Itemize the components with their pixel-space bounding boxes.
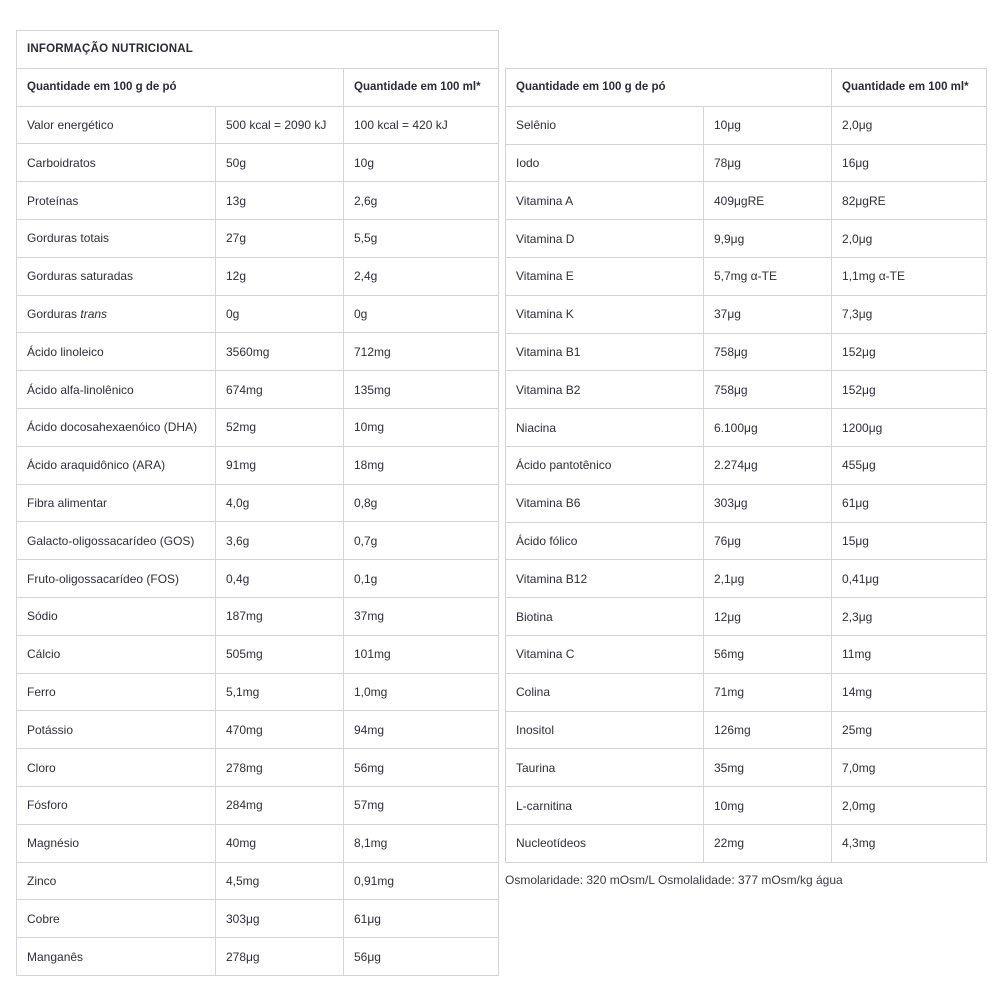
table-row <box>506 333 987 371</box>
table-row <box>17 446 499 484</box>
value-per-100g: 50g <box>216 144 344 182</box>
nutrient-name <box>17 786 216 824</box>
table-row <box>17 635 499 673</box>
nutrient-name <box>17 144 216 182</box>
table-row <box>506 257 987 295</box>
value-per-100g: 126mg <box>704 711 832 749</box>
value-per-100ml: 2,6g <box>344 182 499 220</box>
value-per-100g: 0g <box>216 295 344 333</box>
value-per-100ml: 10g <box>344 144 499 182</box>
nutrient-name-text: Vitamina E <box>516 269 574 284</box>
value-per-100g: 4,0g <box>216 484 344 522</box>
nutrient-name-text: Ferro <box>27 684 56 699</box>
value-per-100ml: 0,1g <box>344 560 499 598</box>
nutrient-name <box>506 371 704 409</box>
nutrient-name-text: Manganês <box>27 949 84 964</box>
nutrient-name <box>506 749 704 787</box>
table-row <box>506 446 987 484</box>
value-per-100g: 0,4g <box>216 560 344 598</box>
nutrient-name-text: Ácido alfa-linolênico <box>27 382 134 397</box>
nutrient-name-text: Galacto-oligossacarídeo (GOS) <box>27 533 195 548</box>
value-per-100ml: 14mg <box>832 673 987 711</box>
value-per-100g: 10mg <box>704 787 832 825</box>
nutrient-name-text: L-carnitina <box>516 798 573 813</box>
value-per-100g: 187mg <box>216 597 344 635</box>
nutrient-name <box>17 484 216 522</box>
nutrient-name-text: Valor energético <box>27 117 114 132</box>
nutrient-name <box>17 333 216 371</box>
value-per-100ml: 712mg <box>344 333 499 371</box>
nutrient-name-text: Carboidratos <box>27 155 96 170</box>
value-per-100ml: 100 kcal = 420 kJ <box>344 106 499 144</box>
table-row <box>17 106 499 144</box>
value-per-100ml: 56μg <box>344 938 499 976</box>
value-per-100g: 9,9μg <box>704 220 832 258</box>
nutrient-name-text: Vitamina B2 <box>516 382 581 397</box>
value-per-100ml: 0,8g <box>344 484 499 522</box>
nutrient-name <box>17 371 216 409</box>
nutrient-name-text: Vitamina D <box>516 231 575 246</box>
header-per-100g: Quantidade em 100 g de pó <box>17 68 344 106</box>
header-row <box>506 69 987 107</box>
table-row <box>17 522 499 560</box>
table-row <box>506 522 987 560</box>
nutrient-name-text: Fósforo <box>27 798 68 813</box>
value-per-100ml: 56mg <box>344 749 499 787</box>
value-per-100g: 2.274μg <box>704 446 832 484</box>
value-per-100g: 303μg <box>704 484 832 522</box>
value-per-100g: 470mg <box>216 711 344 749</box>
value-per-100g: 500 kcal = 2090 kJ <box>216 106 344 144</box>
value-per-100g: 40mg <box>216 824 344 862</box>
nutrient-name <box>506 711 704 749</box>
nutrient-name <box>506 220 704 258</box>
value-per-100ml: 61μg <box>344 900 499 938</box>
value-per-100ml: 16μg <box>832 144 987 182</box>
value-per-100ml: 18mg <box>344 446 499 484</box>
value-per-100ml: 61μg <box>832 484 987 522</box>
nutrient-name <box>17 257 216 295</box>
nutrient-name-text: Selênio <box>516 118 557 133</box>
table-row <box>17 786 499 824</box>
nutrient-name-text: Potássio <box>27 722 74 737</box>
value-per-100ml: 0,91mg <box>344 862 499 900</box>
nutrient-name-text: Zinco <box>27 873 57 888</box>
value-per-100ml: 8,1mg <box>344 824 499 862</box>
nutrient-name <box>17 106 216 144</box>
table-row <box>17 938 499 976</box>
value-per-100g: 284mg <box>216 786 344 824</box>
nutrition-table-left <box>16 30 499 976</box>
table-row <box>506 182 987 220</box>
value-per-100ml: 37mg <box>344 597 499 635</box>
nutrient-name <box>17 182 216 220</box>
table-title: INFORMAÇÃO NUTRICIONAL <box>17 31 499 69</box>
table-row <box>506 144 987 182</box>
table-row <box>506 484 987 522</box>
value-per-100g: 278mg <box>216 749 344 787</box>
nutrient-name-text: Sódio <box>27 609 58 624</box>
table-row <box>506 560 987 598</box>
table-row <box>17 144 499 182</box>
value-per-100g: 2,1μg <box>704 560 832 598</box>
value-per-100g: 52mg <box>216 408 344 446</box>
table-row <box>506 220 987 258</box>
nutrient-name-text: Ácido pantotênico <box>516 458 612 473</box>
table-row <box>17 182 499 220</box>
nutrient-name <box>17 295 216 333</box>
nutrient-name <box>506 295 704 333</box>
value-per-100ml: 101mg <box>344 635 499 673</box>
nutrient-name <box>17 900 216 938</box>
nutrient-name-text: Cálcio <box>27 647 61 662</box>
nutrient-name <box>506 560 704 598</box>
value-per-100ml: 2,4g <box>344 257 499 295</box>
table-row <box>17 673 499 711</box>
nutrient-name <box>506 446 704 484</box>
value-per-100ml: 57mg <box>344 786 499 824</box>
value-per-100ml: 7,3μg <box>832 295 987 333</box>
table-row <box>17 219 499 257</box>
nutrition-table-right <box>505 68 987 863</box>
table-row <box>17 597 499 635</box>
nutrient-name-text: Taurina <box>516 760 556 775</box>
value-per-100g: 6.100μg <box>704 409 832 447</box>
nutrient-name-text: Ácido fólico <box>516 533 578 548</box>
nutrient-name <box>17 862 216 900</box>
nutrient-name <box>506 635 704 673</box>
nutrient-name <box>506 257 704 295</box>
value-per-100g: 56mg <box>704 635 832 673</box>
value-per-100ml: 152μg <box>832 371 987 409</box>
nutrient-name <box>506 787 704 825</box>
value-per-100ml: 0g <box>344 295 499 333</box>
nutrient-name-text: Inositol <box>516 722 555 737</box>
table-row <box>17 711 499 749</box>
value-per-100ml: 135mg <box>344 371 499 409</box>
table-row <box>506 106 987 144</box>
nutrient-name-text: Biotina <box>516 609 553 624</box>
value-per-100ml: 152μg <box>832 333 987 371</box>
table-row <box>506 635 987 673</box>
value-per-100ml: 11mg <box>832 635 987 673</box>
nutrient-name <box>17 522 216 560</box>
value-per-100g: 5,7mg α-TE <box>704 257 832 295</box>
header-row <box>17 68 499 106</box>
nutrient-name-text: Ácido docosahexaenóico (DHA) <box>27 420 198 435</box>
header-per-100ml: Quantidade em 100 ml* <box>344 68 499 106</box>
nutrient-name-text: Proteínas <box>27 193 79 208</box>
nutrient-name-text: Niacina <box>516 420 557 435</box>
nutrient-name-text: Iodo <box>516 155 540 170</box>
nutrient-name <box>506 333 704 371</box>
nutrient-name <box>506 484 704 522</box>
value-per-100ml: 1200μg <box>832 409 987 447</box>
value-per-100g: 12g <box>216 257 344 295</box>
nutrient-name <box>17 938 216 976</box>
nutrient-name <box>506 824 704 862</box>
nutrient-name-text: Vitamina B1 <box>516 344 581 359</box>
nutrient-name <box>17 635 216 673</box>
value-per-100ml: 2,0μg <box>832 106 987 144</box>
nutrient-name-text: Magnésio <box>27 836 80 851</box>
table-row <box>17 749 499 787</box>
value-per-100ml: 7,0mg <box>832 749 987 787</box>
nutrient-name-text: Vitamina B12 <box>516 571 588 586</box>
nutrient-name <box>506 409 704 447</box>
table-row <box>17 295 499 333</box>
value-per-100g: 3,6g <box>216 522 344 560</box>
nutrient-name <box>506 673 704 711</box>
nutrient-name <box>17 597 216 635</box>
table-row <box>506 598 987 636</box>
value-per-100g: 278μg <box>216 938 344 976</box>
value-per-100ml: 2,0mg <box>832 787 987 825</box>
nutrient-name <box>17 219 216 257</box>
nutrient-name-text: Gorduras <box>27 306 78 321</box>
table-row <box>17 333 499 371</box>
table-row <box>506 711 987 749</box>
nutrient-name <box>17 749 216 787</box>
nutrient-name <box>17 711 216 749</box>
value-per-100g: 78μg <box>704 144 832 182</box>
value-per-100g: 409μgRE <box>704 182 832 220</box>
title-row <box>17 31 499 69</box>
nutrient-name-text: Gorduras totais <box>27 231 110 246</box>
header-per-100ml: Quantidade em 100 ml* <box>832 69 987 107</box>
value-per-100ml: 0,7g <box>344 522 499 560</box>
value-per-100ml: 0,41μg <box>832 560 987 598</box>
value-per-100g: 12μg <box>704 598 832 636</box>
value-per-100g: 91mg <box>216 446 344 484</box>
nutrient-name-text: Colina <box>516 685 551 700</box>
nutrient-name-text: Nucleotídeos <box>516 836 587 851</box>
value-per-100g: 76μg <box>704 522 832 560</box>
value-per-100ml: 4,3mg <box>832 824 987 862</box>
nutrient-name-text: Vitamina C <box>516 647 575 662</box>
value-per-100g: 37μg <box>704 295 832 333</box>
nutrient-name-text: Vitamina A <box>516 193 574 208</box>
table-row <box>17 560 499 598</box>
table-row <box>506 824 987 862</box>
nutrient-name <box>17 560 216 598</box>
nutrient-name <box>17 824 216 862</box>
nutrient-name-text: Gorduras saturadas <box>27 269 134 284</box>
table-row <box>506 371 987 409</box>
value-per-100g: 505mg <box>216 635 344 673</box>
table-row <box>17 408 499 446</box>
value-per-100g: 674mg <box>216 371 344 409</box>
nutrient-name-suffix: trans <box>80 306 108 321</box>
table-row <box>506 295 987 333</box>
value-per-100g: 35mg <box>704 749 832 787</box>
nutrient-name-text: Fruto-oligossacarídeo (FOS) <box>27 571 180 586</box>
value-per-100ml: 5,5g <box>344 219 499 257</box>
table-row <box>17 484 499 522</box>
nutrient-name-text: Ácido araquidônico (ARA) <box>27 458 166 473</box>
value-per-100ml: 455μg <box>832 446 987 484</box>
nutrient-name-text: Fibra alimentar <box>27 495 108 510</box>
value-per-100g: 303μg <box>216 900 344 938</box>
nutrient-name-text: Cloro <box>27 760 56 775</box>
value-per-100ml: 2,0μg <box>832 220 987 258</box>
value-per-100ml: 1,0mg <box>344 673 499 711</box>
nutrient-name <box>17 673 216 711</box>
value-per-100g: 71mg <box>704 673 832 711</box>
nutrient-name <box>506 182 704 220</box>
table-row <box>17 862 499 900</box>
nutrient-name-text: Ácido linoleico <box>27 344 104 359</box>
nutrient-name <box>17 446 216 484</box>
table-row <box>506 673 987 711</box>
nutrient-name <box>506 144 704 182</box>
table-row <box>17 257 499 295</box>
value-per-100g: 5,1mg <box>216 673 344 711</box>
nutrient-name <box>506 522 704 560</box>
value-per-100ml: 1,1mg α-TE <box>832 257 987 295</box>
value-per-100ml: 25mg <box>832 711 987 749</box>
table-row <box>17 900 499 938</box>
table-row <box>17 371 499 409</box>
value-per-100g: 758μg <box>704 333 832 371</box>
value-per-100ml: 2,3μg <box>832 598 987 636</box>
value-per-100g: 10μg <box>704 106 832 144</box>
value-per-100g: 13g <box>216 182 344 220</box>
nutrient-name-text: Vitamina B6 <box>516 496 581 511</box>
osmolarity-note: Osmolaridade: 320 mOsm/L Osmolalidade: 377 mOsm/kg água <box>505 873 843 887</box>
nutrient-name-text: Vitamina K <box>516 307 574 322</box>
value-per-100ml: 15μg <box>832 522 987 560</box>
nutrient-name-text: Cobre <box>27 911 60 926</box>
nutrient-name <box>506 106 704 144</box>
value-per-100g: 22mg <box>704 824 832 862</box>
table-row <box>506 409 987 447</box>
nutrient-name <box>17 408 216 446</box>
nutrient-name <box>506 598 704 636</box>
table-row <box>506 787 987 825</box>
value-per-100g: 4,5mg <box>216 862 344 900</box>
table-row <box>17 824 499 862</box>
header-per-100g: Quantidade em 100 g de pó <box>506 69 832 107</box>
value-per-100ml: 94mg <box>344 711 499 749</box>
value-per-100g: 3560mg <box>216 333 344 371</box>
value-per-100g: 758μg <box>704 371 832 409</box>
value-per-100g: 27g <box>216 219 344 257</box>
value-per-100ml: 10mg <box>344 408 499 446</box>
table-row <box>506 749 987 787</box>
value-per-100ml: 82μgRE <box>832 182 987 220</box>
